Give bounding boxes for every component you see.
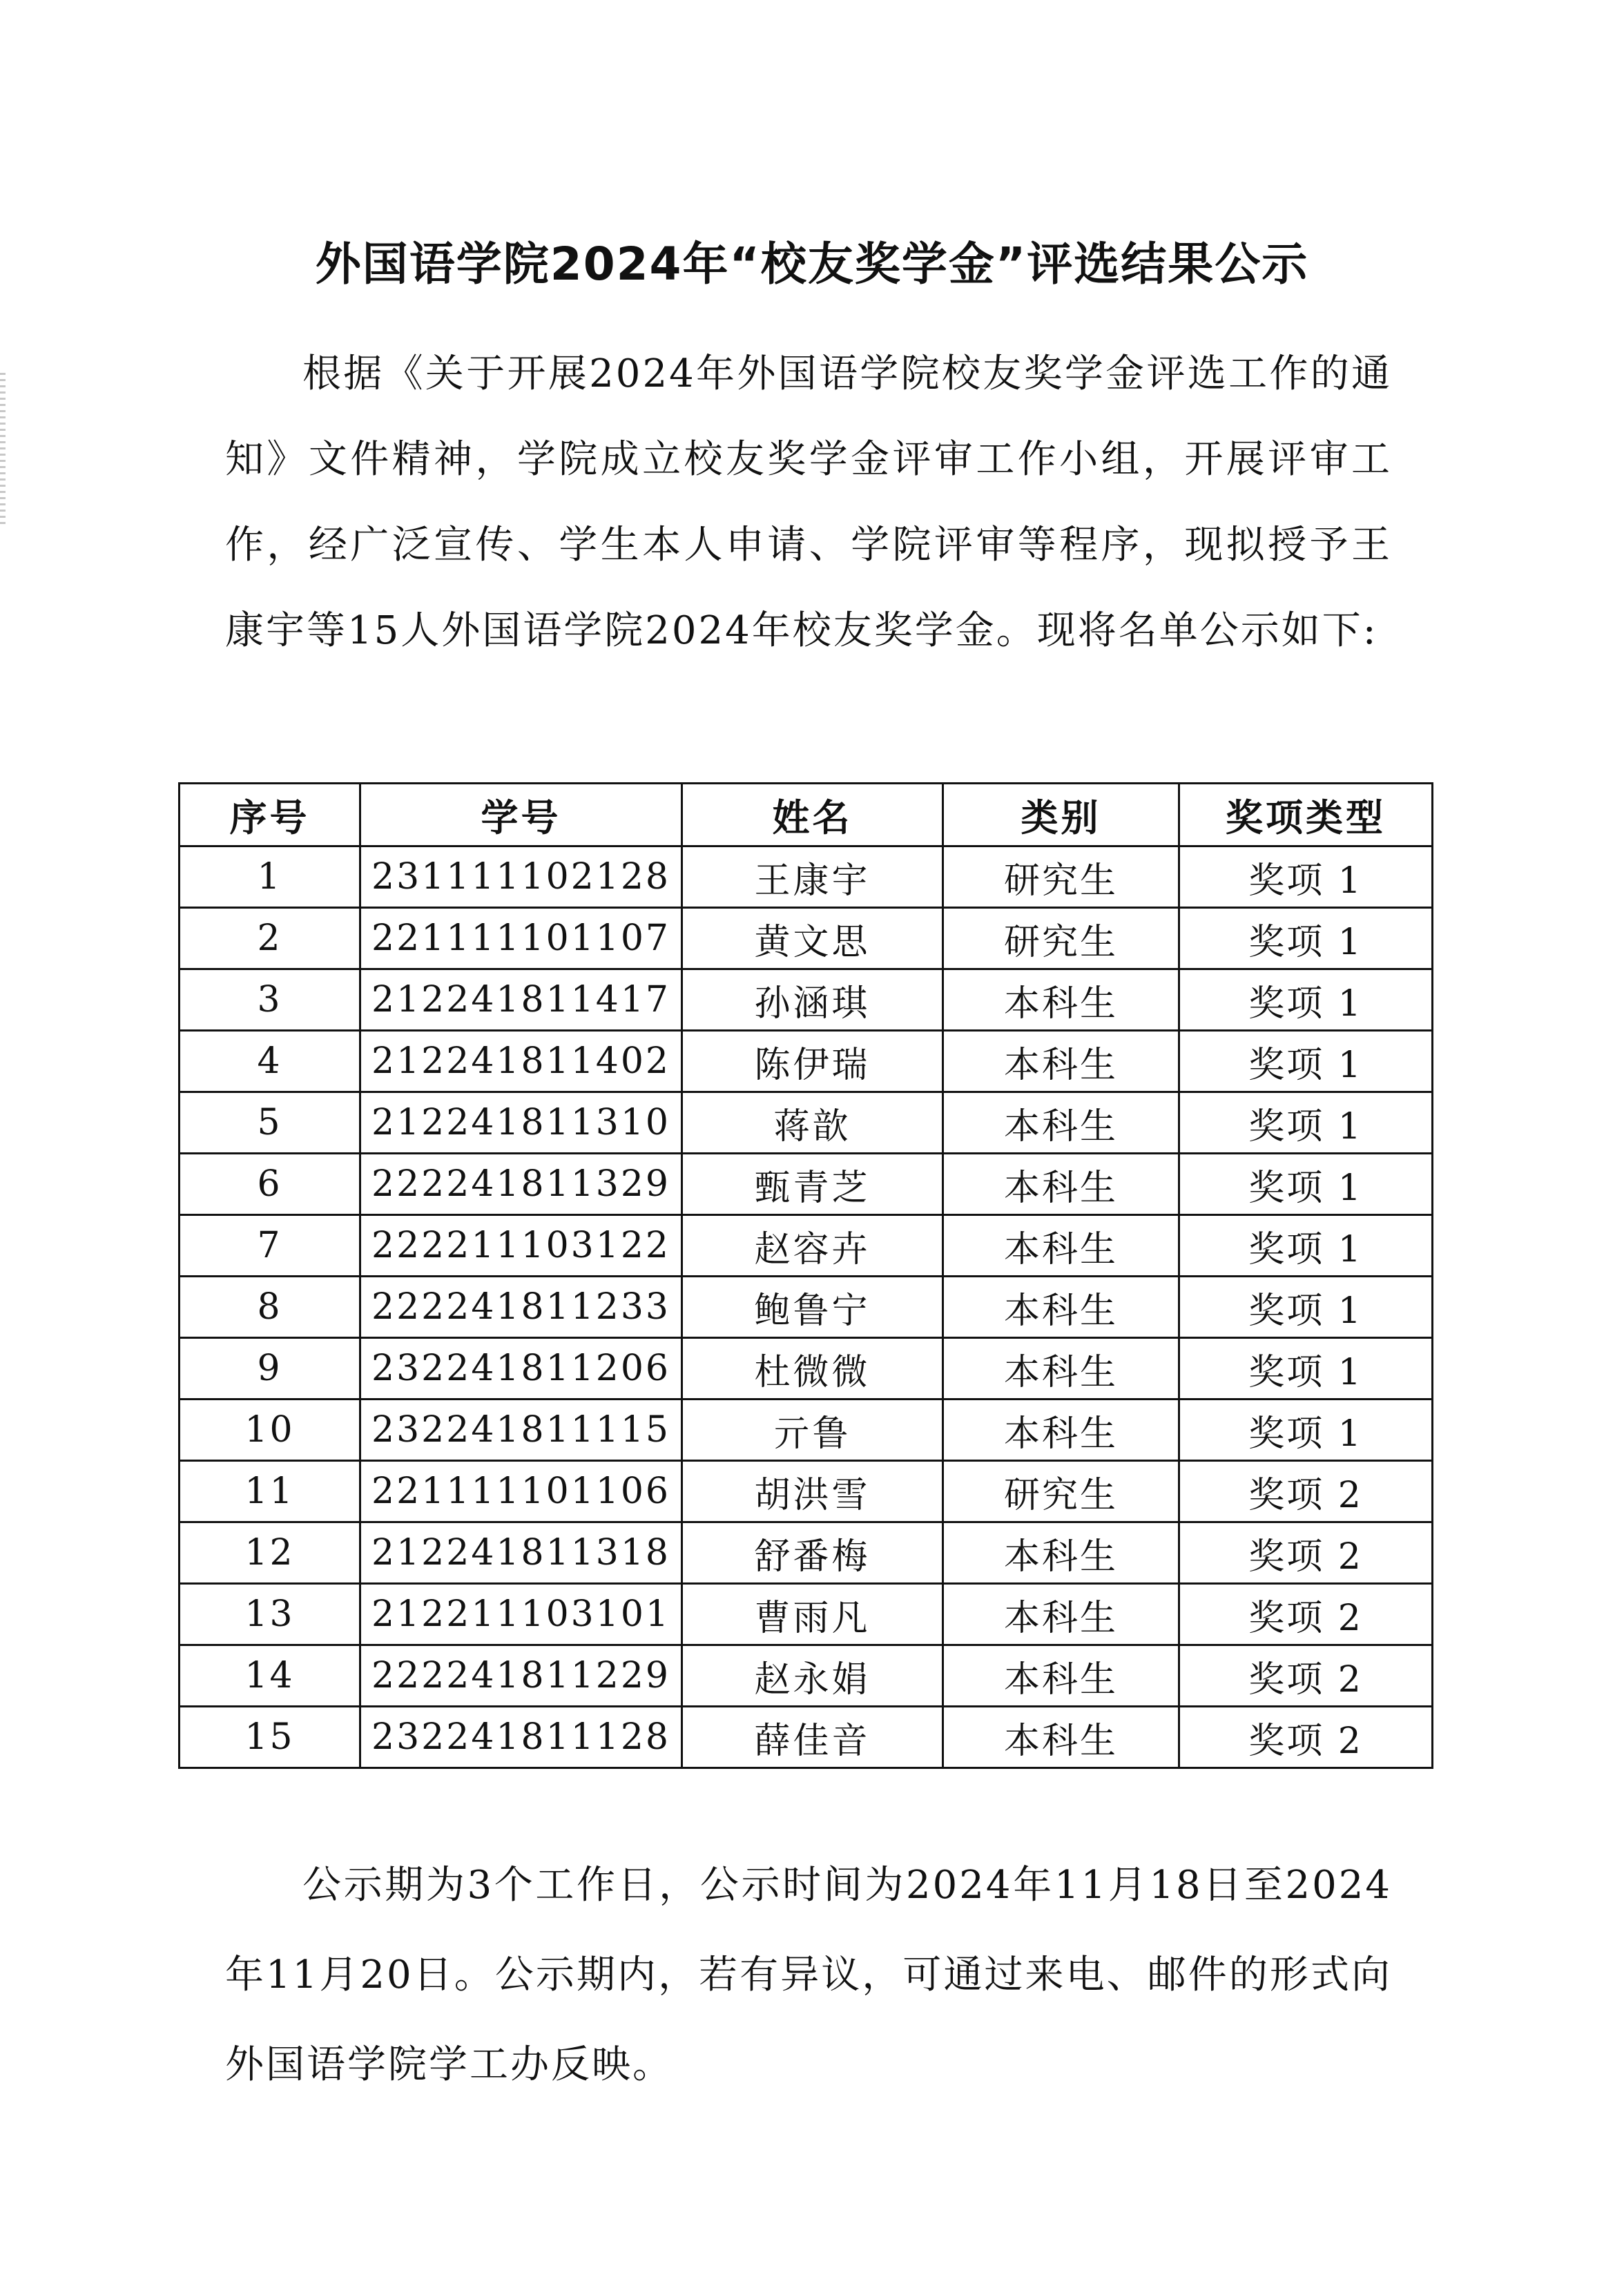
cell-category: 本科生 <box>943 1277 1179 1338</box>
cell-serial: 15 <box>180 1707 360 1768</box>
cell-name: 亓鲁 <box>682 1400 943 1461</box>
cell-serial: 6 <box>180 1154 360 1215</box>
cell-award-type: 奖项 2 <box>1179 1461 1433 1522</box>
cell-category: 研究生 <box>943 908 1179 969</box>
cell-award-type: 奖项 2 <box>1179 1522 1433 1584</box>
table-row <box>180 1338 1433 1400</box>
cell-name: 陈伊瑞 <box>682 1031 943 1092</box>
cell-serial: 10 <box>180 1400 360 1461</box>
cell-name: 甄青芝 <box>682 1154 943 1215</box>
cell-name: 曹雨凡 <box>682 1584 943 1645</box>
results-table <box>178 782 1433 1769</box>
cell-student-id: 232241811115 <box>360 1400 682 1461</box>
cell-award-type: 奖项 1 <box>1179 1154 1433 1215</box>
cell-name: 赵永娟 <box>682 1645 943 1707</box>
table-row <box>180 1277 1433 1338</box>
table-body <box>180 846 1433 1768</box>
cell-category: 本科生 <box>943 1400 1179 1461</box>
table-row <box>180 846 1433 908</box>
document-title: 外国语学院2024年“校友奖学金”评选结果公示 <box>315 238 1309 291</box>
cell-category: 本科生 <box>943 1338 1179 1400</box>
header-name: 姓名 <box>682 784 943 846</box>
cell-student-id: 222241811329 <box>360 1154 682 1215</box>
cell-award-type: 奖项 1 <box>1179 1031 1433 1092</box>
cell-category: 本科生 <box>943 1645 1179 1707</box>
cell-student-id: 212241811310 <box>360 1092 682 1154</box>
cell-award-type: 奖项 1 <box>1179 1338 1433 1400</box>
table-row <box>180 1215 1433 1277</box>
cell-category: 本科生 <box>943 1215 1179 1277</box>
cell-serial: 12 <box>180 1522 360 1584</box>
table-row <box>180 1522 1433 1584</box>
cell-name: 赵容卉 <box>682 1215 943 1277</box>
cell-student-id: 212241811318 <box>360 1522 682 1584</box>
cell-category: 本科生 <box>943 1031 1179 1092</box>
cell-student-id: 212241811402 <box>360 1031 682 1092</box>
cell-award-type: 奖项 1 <box>1179 1400 1433 1461</box>
cell-category: 本科生 <box>943 969 1179 1031</box>
cell-award-type: 奖项 2 <box>1179 1645 1433 1707</box>
cell-category: 本科生 <box>943 1584 1179 1645</box>
closing-paragraph: 公示期为3个工作日，公示时间为2024年11月18日至2024年11月20日。公示期内，若有异议，可通过来电、邮件的形式向外国语学院学工办反映。 <box>225 1863 1392 2087</box>
intro-paragraph: 根据《关于开展2024年外国语学院校友奖学金评选工作的通知》文件精神，学院成立校友奖学金评审工作小组，开展评审工作，经广泛宣传、学生本人申请、学院评审等程序，现拟授予王康宇等15人外国语学院2024年校友奖学金。现将名单公示如下: <box>225 351 1392 653</box>
cell-category: 本科生 <box>943 1092 1179 1154</box>
table-row <box>180 1400 1433 1461</box>
header-serial: 序号 <box>180 784 360 846</box>
cell-student-id: 221111101106 <box>360 1461 682 1522</box>
cell-category: 本科生 <box>943 1707 1179 1768</box>
cell-student-id: 231111102128 <box>360 846 682 908</box>
cell-serial: 13 <box>180 1584 360 1645</box>
cell-student-id: 222241811229 <box>360 1645 682 1707</box>
table-row <box>180 908 1433 969</box>
cell-student-id: 232241811128 <box>360 1707 682 1768</box>
cell-award-type: 奖项 1 <box>1179 846 1433 908</box>
cell-name: 鲍鲁宁 <box>682 1277 943 1338</box>
cell-name: 黄文思 <box>682 908 943 969</box>
cell-name: 王康宇 <box>682 846 943 908</box>
cell-student-id: 212241811417 <box>360 969 682 1031</box>
cell-name: 蒋歆 <box>682 1092 943 1154</box>
cell-award-type: 奖项 1 <box>1179 1215 1433 1277</box>
table-row <box>180 1092 1433 1154</box>
cell-student-id: 221111101107 <box>360 908 682 969</box>
cell-category: 本科生 <box>943 1522 1179 1584</box>
cell-name: 薛佳音 <box>682 1707 943 1768</box>
cell-student-id: 222241811233 <box>360 1277 682 1338</box>
cell-category: 研究生 <box>943 1461 1179 1522</box>
cell-award-type: 奖项 2 <box>1179 1707 1433 1768</box>
table-row <box>180 1031 1433 1092</box>
cell-student-id: 232241811206 <box>360 1338 682 1400</box>
table-row <box>180 1707 1433 1768</box>
cell-award-type: 奖项 1 <box>1179 1092 1433 1154</box>
cell-name: 舒番梅 <box>682 1522 943 1584</box>
cell-serial: 5 <box>180 1092 360 1154</box>
cell-student-id: 222211103122 <box>360 1215 682 1277</box>
cell-award-type: 奖项 1 <box>1179 1277 1433 1338</box>
cell-name: 胡洪雪 <box>682 1461 943 1522</box>
header-award-type: 奖项类型 <box>1179 784 1433 846</box>
cell-award-type: 奖项 1 <box>1179 908 1433 969</box>
table-row <box>180 1154 1433 1215</box>
cell-award-type: 奖项 1 <box>1179 969 1433 1031</box>
table-row <box>180 1645 1433 1707</box>
cell-category: 研究生 <box>943 846 1179 908</box>
cell-serial: 3 <box>180 969 360 1031</box>
cell-serial: 7 <box>180 1215 360 1277</box>
header-category: 类别 <box>943 784 1179 846</box>
cell-serial: 11 <box>180 1461 360 1522</box>
cell-serial: 4 <box>180 1031 360 1092</box>
cell-serial: 2 <box>180 908 360 969</box>
cell-serial: 9 <box>180 1338 360 1400</box>
cell-award-type: 奖项 2 <box>1179 1584 1433 1645</box>
table-header-row <box>180 784 1433 846</box>
cell-category: 本科生 <box>943 1154 1179 1215</box>
cell-serial: 8 <box>180 1277 360 1338</box>
table-row <box>180 1461 1433 1522</box>
cell-name: 孙涵琪 <box>682 969 943 1031</box>
cell-student-id: 212211103101 <box>360 1584 682 1645</box>
table-row <box>180 1584 1433 1645</box>
cell-serial: 14 <box>180 1645 360 1707</box>
scan-edge-artifact <box>0 373 6 525</box>
cell-serial: 1 <box>180 846 360 908</box>
table-row <box>180 969 1433 1031</box>
header-student-id: 学号 <box>360 784 682 846</box>
cell-name: 杜微微 <box>682 1338 943 1400</box>
